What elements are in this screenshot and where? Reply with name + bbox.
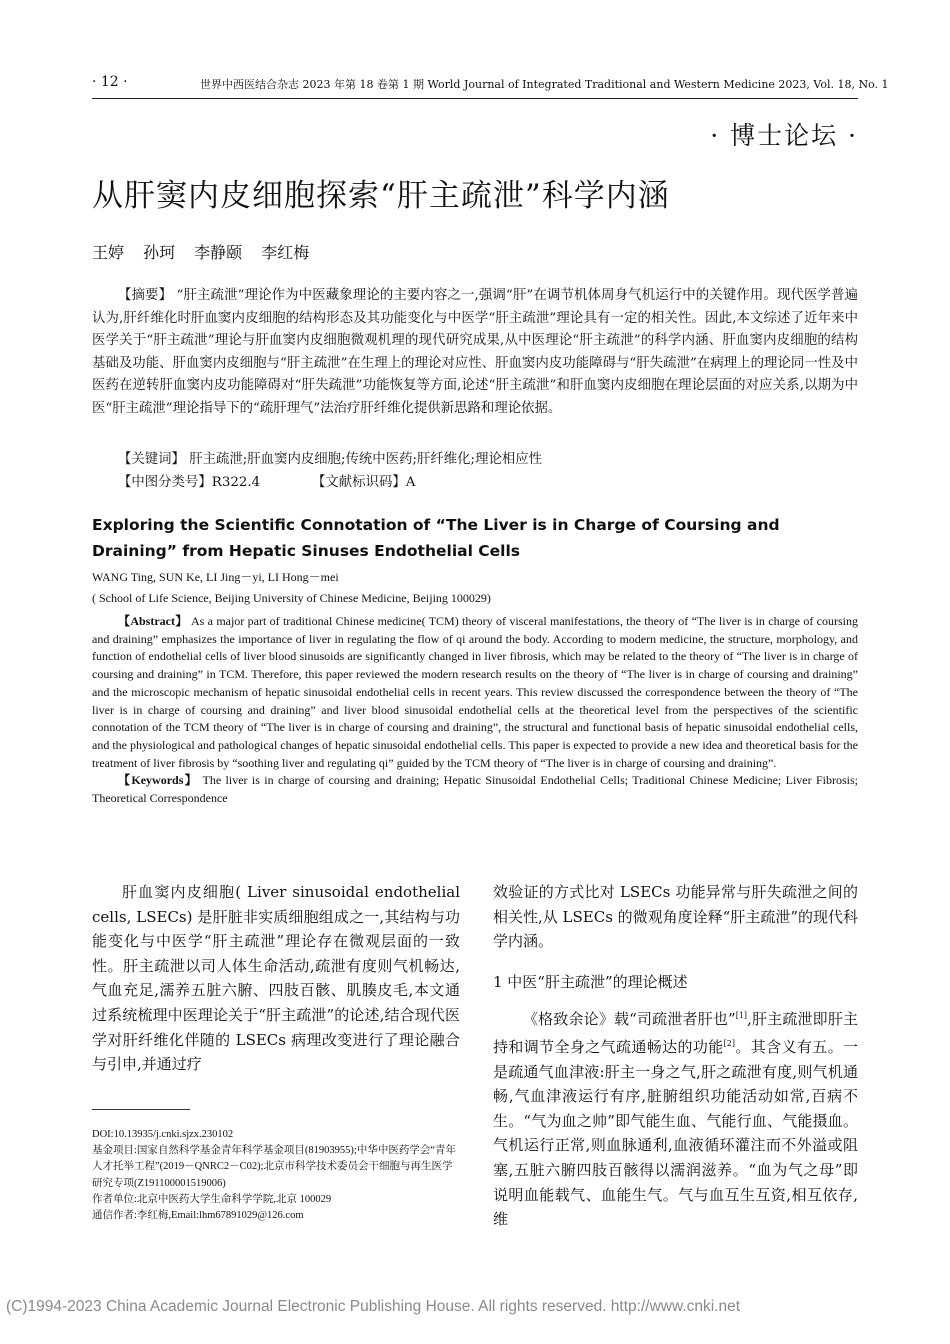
column-label: · 博士论坛 · — [710, 121, 858, 150]
citation-1[interactable]: [1] — [735, 1011, 748, 1021]
keywords-chinese: 【关键词】 肝主疏泄;肝血窦内皮细胞;传统中医药;肝纤维化;理论相应性 — [118, 452, 543, 467]
authors-chinese: 王婷 孙珂 李静颐 李红梅 — [92, 243, 310, 262]
section-heading: 1 中医“肝主疏泄”的理论概述 — [493, 972, 688, 991]
intro-paragraph: 肝血窦内皮细胞( Liver sinusoidal endothelial cells, LSECs) 是肝脏非实质细胞组成之一,其结构与功能变化与中医学“肝主疏泄”理论存在微观层面的一致性。肝主疏泄以司人体生命活动,疏泄有度则气机畅达,气血充足,濡养五脏六腑、四肢百骸、肌腠皮毛,本文通过系统梳理中医理论关于“肝主疏泄”的论述,结合现代医学对肝纤维化伴随的 LSECs 病理改变进行了理论融合与引申,并通过疗 — [92, 883, 460, 1074]
running-header — [92, 72, 889, 94]
keywords-english-text: The liver is in charge of coursing and draining; Hepatic Sinusoidal Endothelial Cells; Traditional Chinese Medicine; Liver Fibrosis; Theoretical Correspondence — [92, 773, 858, 806]
abstract-english-text: As a major part of traditional Chinese medicine( TCM) theory of visceral manifestations, the theory of “The liver is in charge of coursing and draining” emphasizes the importance of liver in regulating the flow of qi around the body. According to modern medicine, the structure, morphology, and function of endothelial cells of liver blood sinusoids are significantly changed in liver fibrosis, which may be related to the theory of “The liver is in charge of coursing and draining” in TCM. Therefore, this paper reviewed the modern research results on the theory of “The liver is in charge of coursing and draining” and the microscopic mechanism of hepatic sinusoidal endothelial cells in recent years. This review discussed the correspondence between the theory of “The liver is in charge of coursing and draining” and liver blood sinusoidal endothelial cells at the theoretical level from the perspectives of the scientific connotation of the TCM theory of “The liver is in charge of coursing and draining”, the structural and functional basis of hepatic sinusoidal endothelial cells, and the physiological and pathological changes of hepatic sinusoidal endothelial cells. This paper is expected to provide a new idea and theoretical basis for the treatment of liver fibrosis by “soothing liver and regulating qi” guided by the TCM theory of “The liver is in charge of coursing and draining”. — [92, 614, 858, 770]
section-text-c: 。其含义有五。一是疏通气血津液:肝主一身之气,肝之疏泄有度,则气机通畅,气血津液运行有序,脏腑组织功能活动如常,百病不生。“气为血之帅”即气能生血、气能行血、气能摄血。气机运行正常,则血脉通利,血液循环灌注而不外溢或阻塞,五脏六腑四肢百骸得以濡润滋养。“血为气之母”即说明血能载气、血能生气。气与血互生互资,相互依存,维 — [493, 1037, 858, 1229]
abstract-chinese-text: 【摘要】 “肝主疏泄”理论作为中医藏象理论的主要内容之一,强调“肝”在调节机体周身气机运行中的关键作用。现代医学普遍认为,肝纤维化时肝血窦内皮细胞的结构形态及其功能变化与中医学“肝主疏泄”理论具有一定的相关性。因此,本文综述了近年来中医学关于“肝主疏泄”理论与肝血窦内皮细胞微观机理的现代研究成果,从中医理论“肝主疏泄”的科学内涵、肝血窦内皮细胞的结构基础及功能、肝血窦内皮细胞与“肝主疏泄”在生理上的理论对应性、肝血窦内皮功能障碍与“肝失疏泄”在病理上的理论同一性及中医药在逆转肝血窦内皮功能障碍对“肝失疏泄”功能恢复等方面,论述“肝主疏泄”和肝血窦内皮细胞在理论层面的对应关系,以期为中医“肝主疏泄”理论指导下的“疏肝理气”法治疗肝纤维化提供新思路和理论依据。 — [92, 288, 858, 416]
copyright-watermark: (C)1994-2023 China Academic Journal Electronic Publishing House. All rights reserved. http://www.cnki.net — [6, 1298, 741, 1315]
intro-paragraph-continued: 效验证的方式比对 LSECs 功能异常与肝失疏泄之间的相关性,从 LSECs 的微观角度诠释“肝主疏泄”的现代科学内涵。 — [493, 883, 859, 951]
section-text-a: 《格致余论》载“司疏泄者肝也” — [523, 1010, 736, 1029]
footnote-rule — [92, 1109, 190, 1110]
abstract-chinese — [92, 285, 858, 420]
title-english: Exploring the Scientific Connotation of “The Liver is in Charge of Coursing and Draining” from Hepatic Sinuses Endothelial Cells — [92, 516, 780, 560]
keywords-english-paragraph — [92, 772, 858, 807]
keywords-label: 【Keywords】 — [118, 773, 199, 788]
footnotes — [92, 1127, 462, 1224]
page-number: · 12 · — [92, 74, 128, 90]
journal-info: 世界中西医结合杂志 2023 年第 18 卷第 1 期 World Journal of Integrated Traditional and Western Medicine 2023, Vol. 18, No. 1 — [200, 78, 889, 91]
abstract-english-paragraph — [92, 613, 858, 772]
section-paragraph — [493, 1004, 858, 1231]
affiliation-english: ( School of Life Science, Beijing University of Chinese Medicine, Beijing 100029) — [92, 591, 491, 605]
document-code: 【文献标识码】A — [312, 475, 416, 490]
corresponding-author: 通信作者:李红梅,Email:lhm67891029@126.com — [92, 1210, 304, 1222]
body-left-column — [92, 880, 460, 1077]
abstract-label: 【Abstract】 — [118, 614, 188, 628]
title-chinese: 从肝窦内皮细胞探索“肝主疏泄”科学内涵 — [92, 178, 670, 214]
body-right-column — [493, 880, 858, 1232]
clc-number: 【中图分类号】R322.4 — [118, 475, 261, 490]
author-affiliation: 作者单位:北京中医药大学生命科学学院,北京 100029 — [92, 1193, 332, 1205]
citation-2[interactable]: [2] — [723, 1038, 735, 1048]
doi: DOI:10.13935/j.cnki.sjzx.230102 — [92, 1129, 234, 1140]
header-rule — [92, 98, 858, 99]
funding: 基金项目:国家自然科学基金青年科学基金项目(81903955);中华中医药学会“青年人才托举工程”(2019－QNRC2－C02);北京市科学技术委员会干细胞与再生医学研究专项(Z191100001519006) — [92, 1145, 456, 1189]
abstract-english — [92, 613, 858, 808]
section-text-b: ,肝主疏泄即肝主持和调节全身之气疏通畅达的功能 — [493, 1010, 858, 1056]
authors-english: WANG Ting, SUN Ke, LI Jing－yi, LI Hong－mei — [92, 570, 339, 584]
